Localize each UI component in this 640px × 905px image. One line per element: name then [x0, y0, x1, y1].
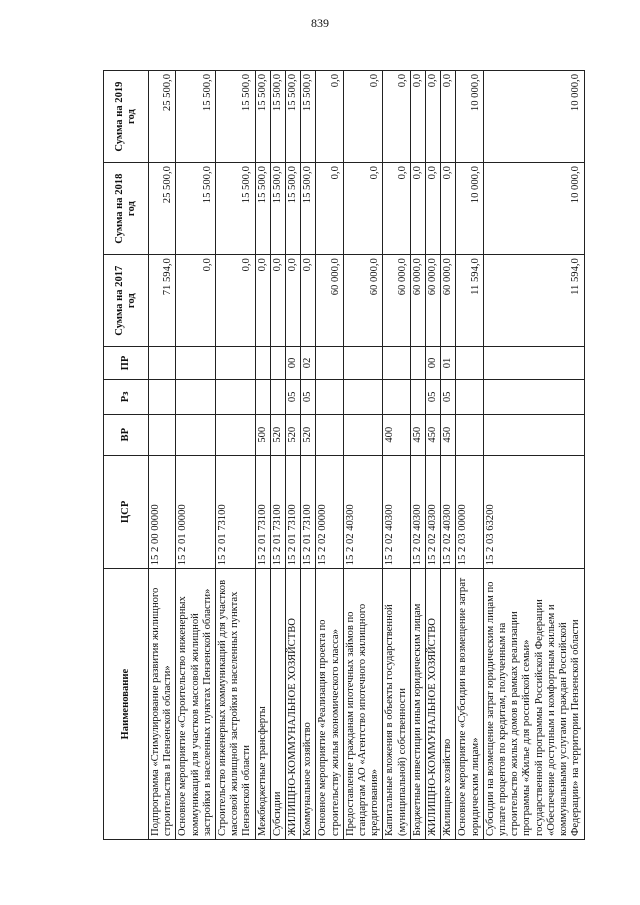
row-rz: [483, 379, 584, 414]
row-vr: 520: [286, 414, 301, 455]
row-pr: [255, 347, 270, 379]
row-csr: 15 2 02 40300: [410, 455, 425, 569]
row-name: Капитальные вложения в объекты государственной (муниципальной) собственности: [383, 569, 410, 840]
row-sum-2018: 0,0: [316, 163, 343, 255]
row-rz: 05: [286, 379, 301, 414]
row-sum-2017: 60 000,0: [426, 255, 441, 347]
row-rz: [410, 379, 425, 414]
table-header-row: [104, 71, 149, 840]
row-pr: 00: [426, 347, 441, 379]
table-row: [286, 71, 301, 840]
row-name: Межбюджетные трансферты: [255, 569, 270, 840]
table-row: [426, 71, 441, 840]
row-sum-2018: 15 500,0: [216, 163, 256, 255]
row-sum-2018: 25 500,0: [149, 163, 176, 255]
row-sum-2019: 15 500,0: [216, 71, 256, 163]
row-sum-2018: 15 500,0: [286, 163, 301, 255]
row-sum-2017: 60 000,0: [441, 255, 456, 347]
header-vr: ВР: [104, 414, 149, 455]
row-vr: 400: [383, 414, 410, 455]
row-vr: 520: [270, 414, 285, 455]
row-sum-2017: 0,0: [216, 255, 256, 347]
row-pr: [149, 347, 176, 379]
row-rz: [456, 379, 483, 414]
row-name: Жилищное хозяйство: [441, 569, 456, 840]
header-pr: ПР: [104, 347, 149, 379]
row-sum-2018: 15 500,0: [270, 163, 285, 255]
row-sum-2017: 60 000,0: [343, 255, 383, 347]
row-sum-2019: 0,0: [316, 71, 343, 163]
row-sum-2019: 15 500,0: [270, 71, 285, 163]
row-sum-2019: 25 500,0: [149, 71, 176, 163]
row-vr: 450: [410, 414, 425, 455]
row-sum-2017: 0,0: [270, 255, 285, 347]
row-name: Коммунальное хозяйство: [301, 569, 316, 840]
row-rz: [176, 379, 216, 414]
row-sum-2017: 71 594,0: [149, 255, 176, 347]
row-rz: [316, 379, 343, 414]
row-pr: [383, 347, 410, 379]
table-row: [316, 71, 343, 840]
row-sum-2019: 0,0: [343, 71, 383, 163]
table-row: [343, 71, 383, 840]
row-sum-2019: 0,0: [426, 71, 441, 163]
row-vr: 450: [426, 414, 441, 455]
table-row: [410, 71, 425, 840]
row-name: Субсидии: [270, 569, 285, 840]
row-rz: 05: [301, 379, 316, 414]
table-row: [301, 71, 316, 840]
row-rz: [255, 379, 270, 414]
table-row: [176, 71, 216, 840]
header-rz: Рз: [104, 379, 149, 414]
row-sum-2019: 0,0: [441, 71, 456, 163]
row-sum-2019: 10 000,0: [483, 71, 584, 163]
row-rz: [383, 379, 410, 414]
row-vr: [316, 414, 343, 455]
row-sum-2018: 0,0: [343, 163, 383, 255]
row-csr: 15 2 01 73100: [270, 455, 285, 569]
row-rz: [216, 379, 256, 414]
row-vr: [456, 414, 483, 455]
row-sum-2017: 11 594,0: [456, 255, 483, 347]
row-sum-2018: 0,0: [426, 163, 441, 255]
row-csr: 15 2 01 73100: [255, 455, 270, 569]
row-sum-2019: 15 500,0: [176, 71, 216, 163]
table-row: [216, 71, 256, 840]
table-row: [441, 71, 456, 840]
row-sum-2017: 0,0: [176, 255, 216, 347]
row-vr: [483, 414, 584, 455]
row-sum-2017: 11 594,0: [483, 255, 584, 347]
row-sum-2017: 0,0: [286, 255, 301, 347]
row-sum-2019: 0,0: [383, 71, 410, 163]
row-pr: [316, 347, 343, 379]
table-row: [149, 71, 176, 840]
row-sum-2018: 15 500,0: [301, 163, 316, 255]
table-row: [456, 71, 483, 840]
row-pr: [343, 347, 383, 379]
row-vr: 500: [255, 414, 270, 455]
row-rz: [270, 379, 285, 414]
row-sum-2017: 60 000,0: [410, 255, 425, 347]
row-csr: 15 2 02 40300: [343, 455, 383, 569]
row-rz: [149, 379, 176, 414]
row-pr: [456, 347, 483, 379]
row-rz: 05: [441, 379, 456, 414]
row-vr: [216, 414, 256, 455]
row-sum-2019: 15 500,0: [255, 71, 270, 163]
row-pr: [270, 347, 285, 379]
row-name: Основное мероприятие «Строительство инженерных коммуникаций для участков массовой жилищной застройки в населенных пунктах Пензенской области»: [176, 569, 216, 840]
row-pr: 00: [286, 347, 301, 379]
row-sum-2018: 0,0: [383, 163, 410, 255]
row-sum-2018: 15 500,0: [176, 163, 216, 255]
header-sum-2017: Сумма на 2017 год: [104, 255, 149, 347]
header-sum-2019: Сумма на 2019 год: [104, 71, 149, 163]
row-rz: [343, 379, 383, 414]
row-name: Строительство инженерных коммуникаций для участков массовой жилищной застройки в населенных пунктах Пензенской области: [216, 569, 256, 840]
row-vr: [176, 414, 216, 455]
row-sum-2017: 0,0: [255, 255, 270, 347]
row-name: Подпрограмма «Стимулирование развития жилищного строительства в Пензенской области»: [149, 569, 176, 840]
table-row: [483, 71, 584, 840]
row-pr: [483, 347, 584, 379]
row-vr: 520: [301, 414, 316, 455]
row-csr: 15 2 03 00000: [456, 455, 483, 569]
header-csr: ЦСР: [104, 455, 149, 569]
budget-table: [103, 70, 585, 840]
row-sum-2017: 60 000,0: [316, 255, 343, 347]
row-pr: [176, 347, 216, 379]
row-pr: [410, 347, 425, 379]
row-sum-2019: 15 500,0: [301, 71, 316, 163]
row-csr: 15 2 01 73100: [286, 455, 301, 569]
row-name: Субсидии на возмещение затрат юридическим лицам по уплате процентов по кредитам, полученным на строительство жилых домов в рамках реализации программы «Жилье для российской семьи» государственной программы Российской Федерации «Обеспечение доступным и комфортным жильем и коммунальными услугами граждан Российской Федерации» на территории Пензенской области: [483, 569, 584, 840]
row-name: Бюджетные инвестиции иным юридическим лицам: [410, 569, 425, 840]
row-sum-2018: 15 500,0: [255, 163, 270, 255]
row-csr: 15 2 02 40300: [383, 455, 410, 569]
row-csr: 15 2 03 63200: [483, 455, 584, 569]
row-vr: [343, 414, 383, 455]
row-csr: 15 2 01 73100: [216, 455, 256, 569]
row-csr: 15 2 02 00000: [316, 455, 343, 569]
header-name: Наименование: [104, 569, 149, 840]
row-sum-2019: 0,0: [410, 71, 425, 163]
row-name: ЖИЛИЩНО-КОММУНАЛЬНОЕ ХОЗЯЙСТВО: [286, 569, 301, 840]
row-name: Основное мероприятие «Субсидии на возмещение затрат юридическим лицам»: [456, 569, 483, 840]
row-csr: 15 2 02 40300: [426, 455, 441, 569]
row-sum-2018: 10 000,0: [456, 163, 483, 255]
row-sum-2018: 0,0: [410, 163, 425, 255]
table-row: [255, 71, 270, 840]
row-sum-2018: 0,0: [441, 163, 456, 255]
row-csr: 15 2 01 73100: [301, 455, 316, 569]
rotated-table-container: [103, 70, 582, 840]
row-sum-2017: 60 000,0: [383, 255, 410, 347]
row-vr: [149, 414, 176, 455]
page-number: 839: [311, 16, 329, 30]
row-name: ЖИЛИЩНО-КОММУНАЛЬНОЕ ХОЗЯЙСТВО: [426, 569, 441, 840]
table-row: [270, 71, 285, 840]
row-sum-2018: 10 000,0: [483, 163, 584, 255]
row-csr: 15 2 01 00000: [176, 455, 216, 569]
row-vr: 450: [441, 414, 456, 455]
row-csr: 15 2 00 00000: [149, 455, 176, 569]
row-sum-2019: 10 000,0: [456, 71, 483, 163]
row-csr: 15 2 02 40300: [441, 455, 456, 569]
row-sum-2019: 15 500,0: [286, 71, 301, 163]
row-sum-2017: 0,0: [301, 255, 316, 347]
header-sum-2018: Сумма на 2018 год: [104, 163, 149, 255]
row-pr: [216, 347, 256, 379]
table-row: [383, 71, 410, 840]
row-pr: 02: [301, 347, 316, 379]
row-name: Основное мероприятие «Реализация проекта по строительству жилья экономического класса»: [316, 569, 343, 840]
row-name: Предоставление гражданам ипотечных займов по стандартам АО «Агентство ипотечного жилищного кредитования»: [343, 569, 383, 840]
row-pr: 01: [441, 347, 456, 379]
row-rz: 05: [426, 379, 441, 414]
